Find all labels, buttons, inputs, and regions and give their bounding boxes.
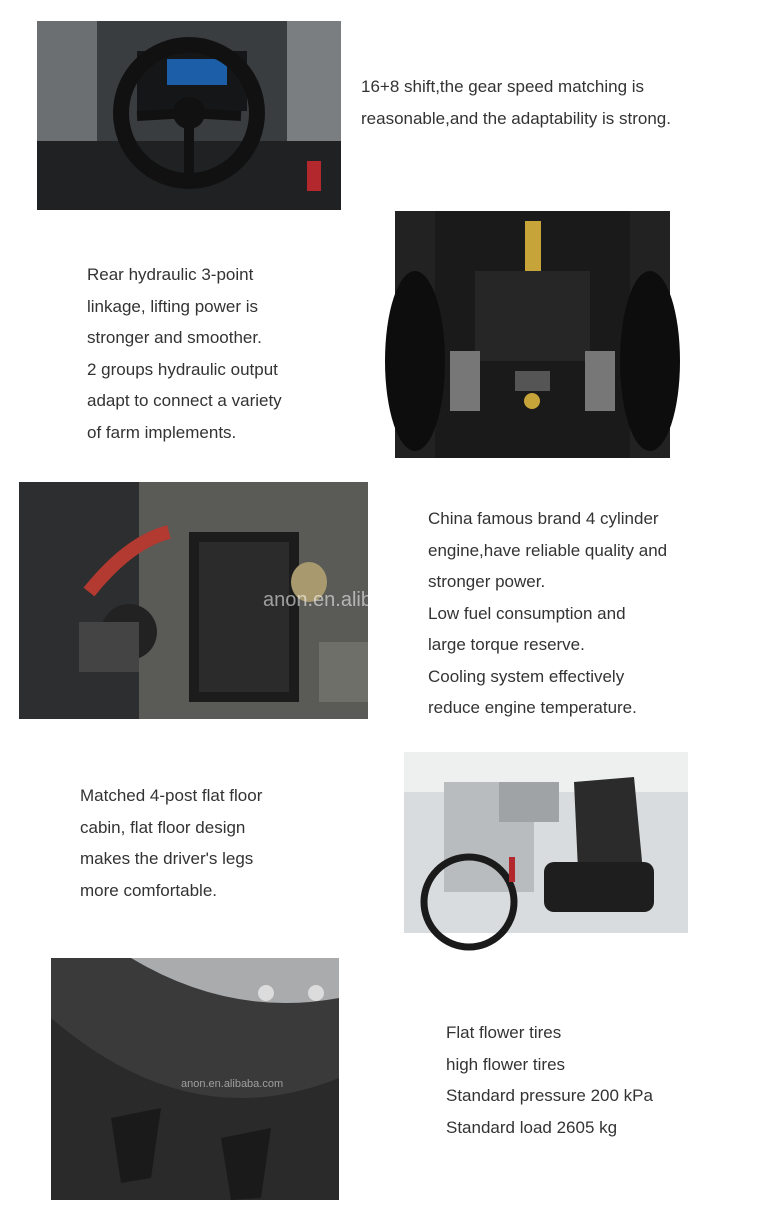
text-line: Standard load 2605 kg [446,1117,618,1137]
text-line: Matched 4-post flat floor [80,786,263,805]
engine-description [428,503,667,724]
text-line: Low fuel consumption and [428,603,626,623]
text-line: Cooling system effectively [428,666,625,686]
text-line: of farm implements. [87,422,237,442]
text-line: reasonable,and the adaptability is strong. [361,108,671,128]
text-line: China famous brand 4 cylinder [428,509,659,528]
text-line: reduce engine temperature. [428,698,637,717]
tire-description [446,1017,653,1143]
text-line: more comfortable. [80,880,217,900]
watermark-text: anon.en.alibaba.com [181,1078,284,1090]
cabin-description [80,780,262,906]
text-line: Standard pressure 200 kPa [446,1086,653,1105]
text-line: adapt to connect a variety [87,391,282,410]
gear-shift-description [361,71,671,134]
cabin-seat-photo [404,752,688,933]
engine-photo [19,482,449,719]
text-line: high flower tires [446,1054,566,1074]
text-line: Rear hydraulic 3-point [87,265,254,284]
text-line: Flat flower tires [446,1023,562,1042]
tractor-cab-dashboard-photo [37,21,341,210]
text-line: cabin, flat floor design [80,817,246,837]
text-line: engine,have reliable quality and [428,540,668,560]
text-line: 16+8 shift,the gear speed matching is [361,77,645,96]
text-line: large torque reserve. [428,635,585,654]
text-line: 2 groups hydraulic output [87,359,278,379]
rear-hydraulic-linkage-photo [395,211,670,458]
text-line: stronger power. [428,572,546,591]
text-line: makes the driver's legs [80,849,254,868]
text-line: stronger and smoother. [87,328,262,347]
tire-photo [51,958,339,1200]
hydraulic-linkage-description [87,259,282,448]
text-line: linkage, lifting power is [87,296,259,316]
watermark-text: anon.en.alibaba.com [263,589,449,611]
